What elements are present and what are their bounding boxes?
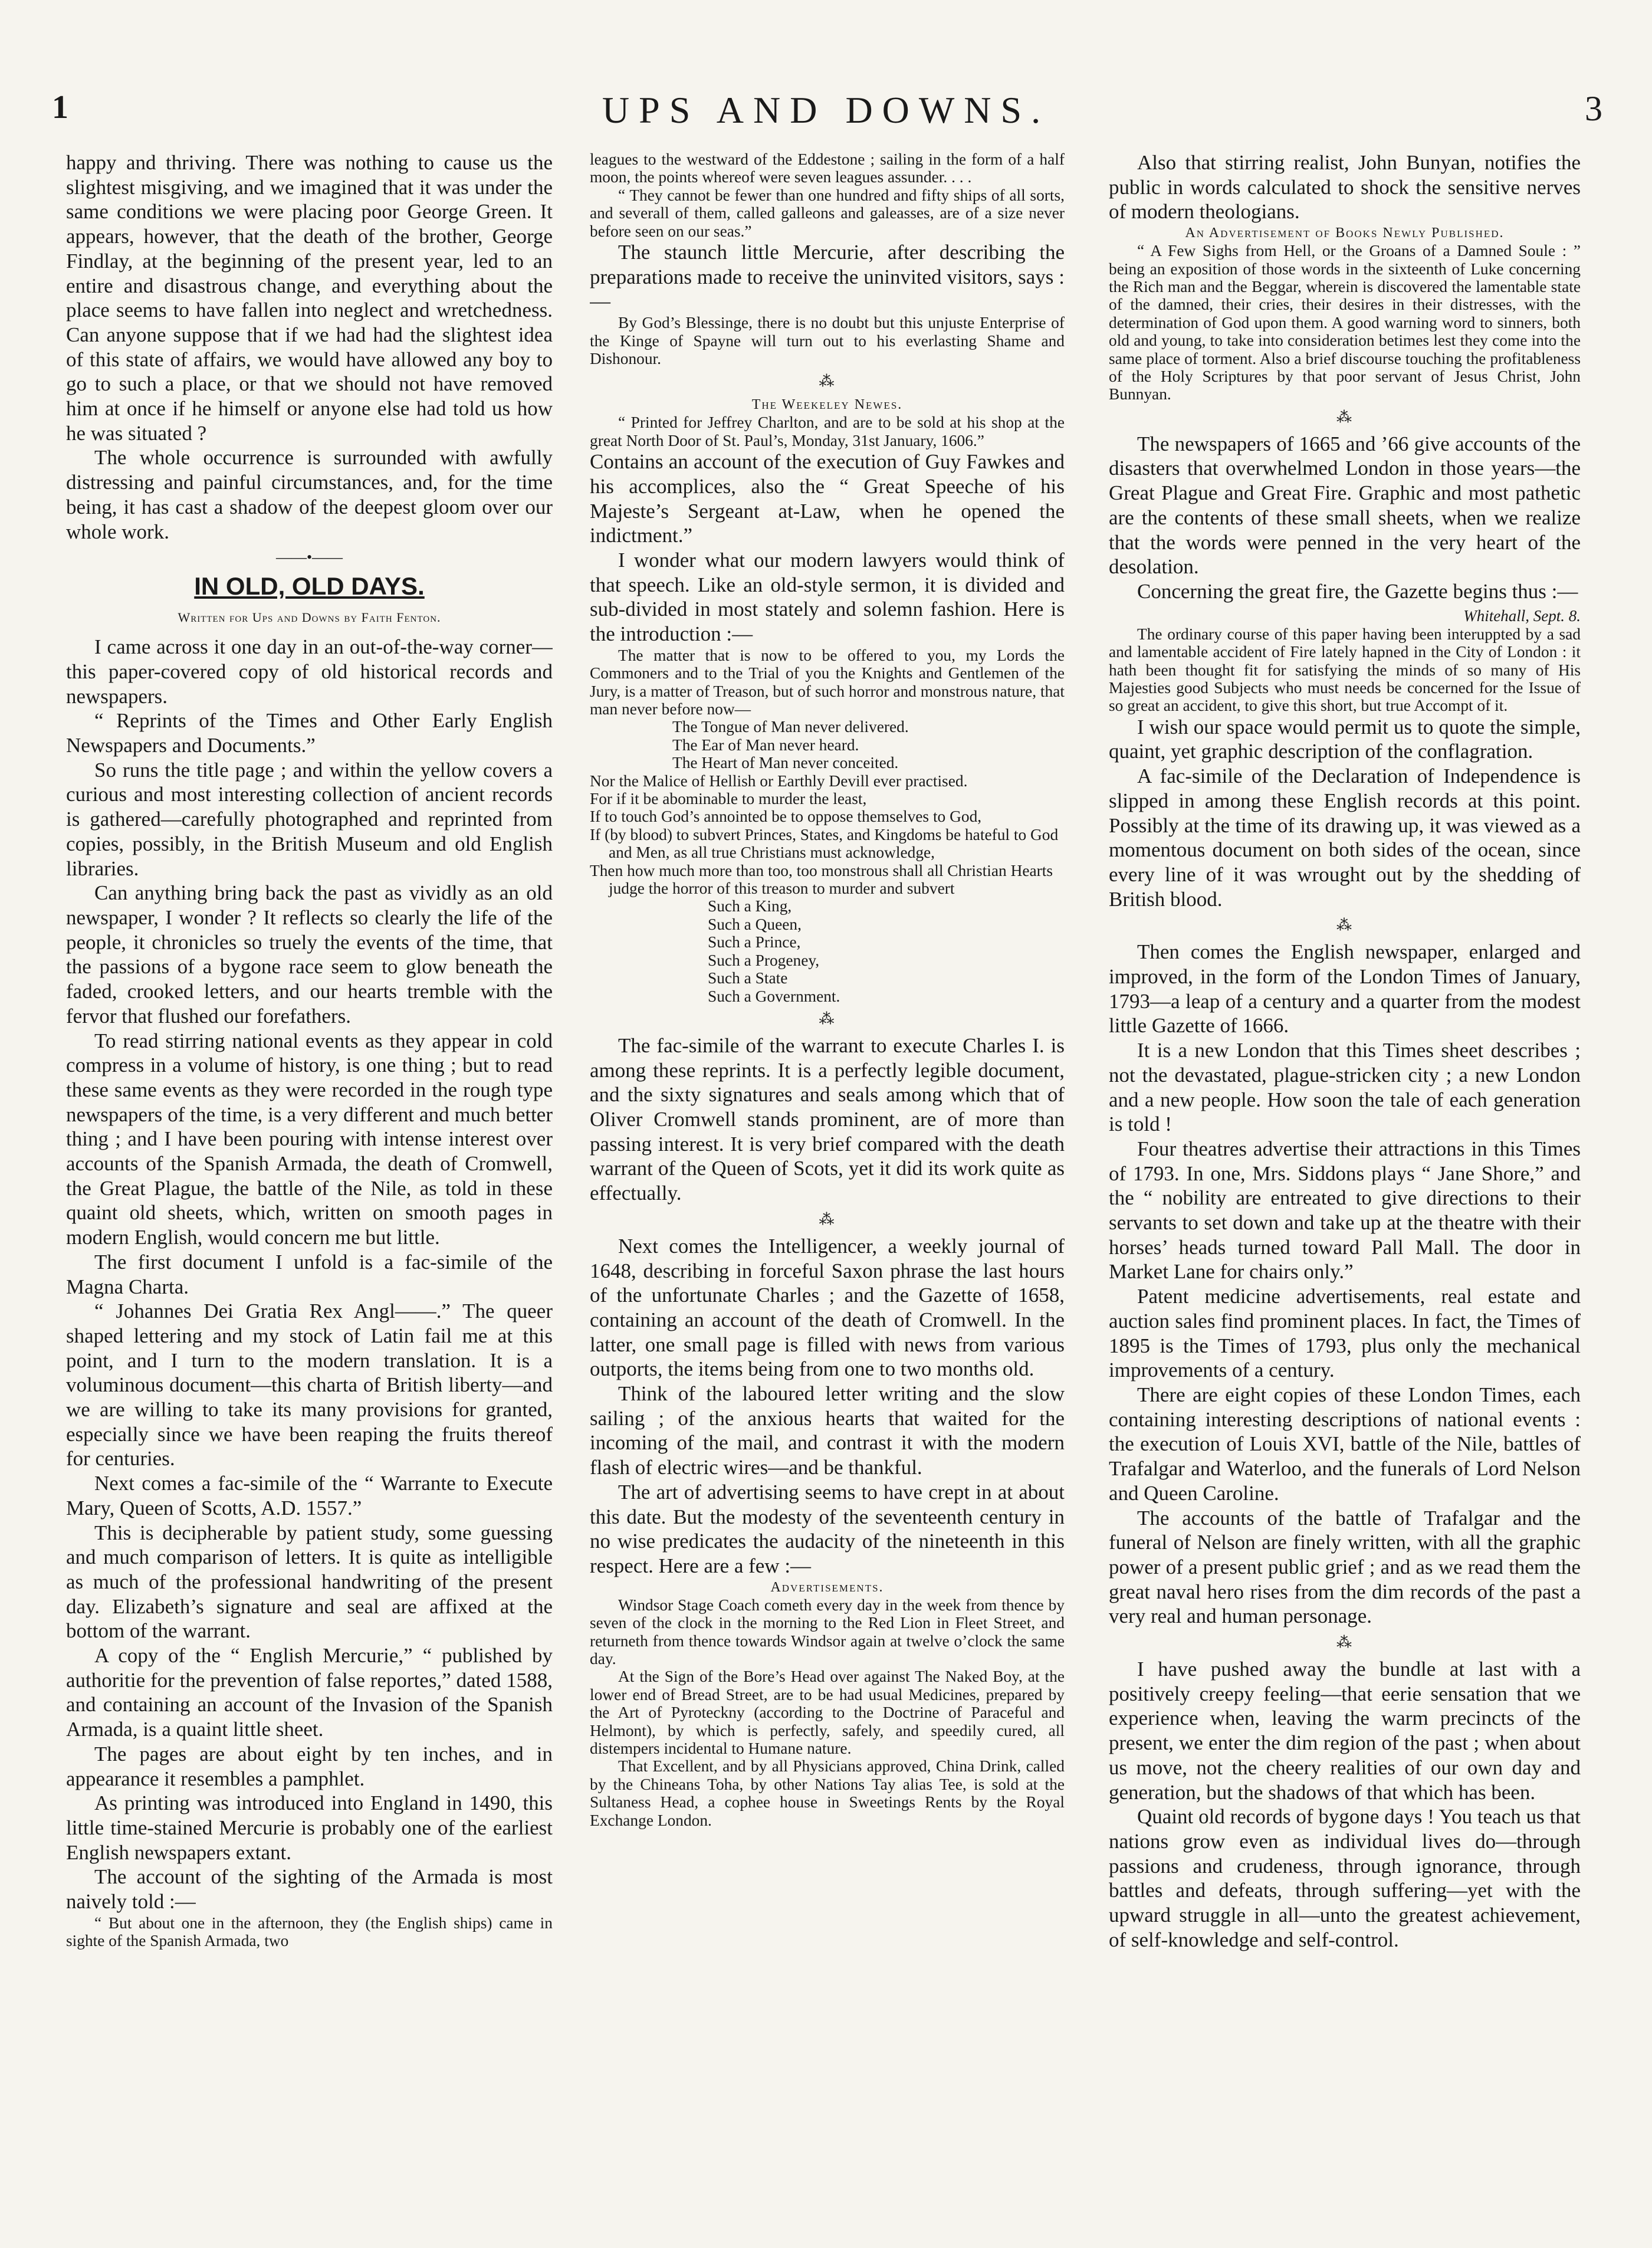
asterism: ⁂ xyxy=(1336,917,1353,934)
paragraph: Next comes the Intelligencer, a weekly journal of 1648, describing in forceful Saxon phrase the last hours of the unfortunate Charles ; and the Gazette of 1658, containing an account of the death of Cromwell. In the latter, one small page is filled with news from various outports, the items being from one to two months old. xyxy=(590,1234,1065,1381)
paragraph: A fac-simile of the Declaration of Independence is slipped in among these English records at this point. Possibly at the time of its drawing up, it was viewed as a momentous document on both sides of the ocean, since every line of it was wrought out by the shedding of British blood. xyxy=(1109,764,1581,911)
paragraph: Then comes the English newspaper, enlarged and improved, in the form of the London Times of January, 1793—a leap of a century and a quarter from the modest little Gazette of 1666. xyxy=(1109,940,1581,1038)
page-number: 3 xyxy=(1585,89,1602,128)
list-item: The Ear of Man never heard. xyxy=(672,736,859,754)
paragraph: I have pushed away the bundle at last with a positively creepy feeling—that eerie sensation that we experience when, leaving the warm precincts of the present, we enter the dim region of the past ; when about us move, not the cheery realities of our own day and generation, but the shadows of that which has been. xyxy=(1109,1658,1581,1804)
paragraph: The account of the sighting of the Armada is most naively told :— xyxy=(66,1865,553,1914)
quotation: “ But about one in the afternoon, they (the English ships) came in sighte of the Spanish Armada, two xyxy=(66,1914,553,1950)
subheading: An Advertisement of Books Newly Published. xyxy=(1185,225,1505,241)
paragraph: To read stirring national events as they appear in cold compress in a volume of history, is one thing ; but to read these same events as they were recorded in the rough type newspapers of the time, is a very different and much better thing ; and I have been pouring with intense interest over accounts of the Spanish Armada, the death of Cromwell, the Great Plague, the battle of the Nile, as told in these quaint old sheets, which, written on smooth pages in modern English, would concern me but little. xyxy=(66,1029,553,1249)
paragraph: The fac-simile of the warrant to execute Charles I. is among these reprints. It is a perfectly legible document, and the sixty signatures and seals among which that of Oliver Cromwell stands prominent, are of more than passing interest. It is very brief compared with the death warrant of the Queen of Scots, yet it did its work quite as effectually. xyxy=(590,1033,1065,1205)
publication-title: UPS AND DOWNS. xyxy=(602,89,1050,131)
advertisement: At the Sign of the Bore’s Head over against The Naked Boy, at the lower end of Bread Street, are to be had usual Medicines, prepared by the Art of Pyroteckny (according to the Doctrine of Paraceful and Helmont), by which is perfectly, safely, and speedily cured, all distempers incidental to Humane nature. xyxy=(590,1668,1065,1757)
paragraph: “ Johannes Dei Gratia Rex Angl——.” The queer shaped lettering and my stock of Latin fail me at this point, and I turn to the modern translation. It is a voluminous document—this charta of British liberty—and we are willing to take its many provisions for granted, especially since we have been reaping the fruits thereof for centuries. xyxy=(66,1299,553,1471)
list-item: Nor the Malice of Hellish or Earthly Devill ever practised. xyxy=(590,772,968,790)
asterism: ⁂ xyxy=(819,1210,836,1228)
paragraph: I wish our space would permit us to quote the simple, quaint, yet graphic description of the conflagration. xyxy=(1109,715,1581,763)
paragraph: The pages are about eight by ten inches, and in appearance it resembles a pamphlet. xyxy=(66,1742,553,1790)
list-item: Such a State xyxy=(708,969,788,987)
paragraph: happy and thriving. There was nothing to cause us the slightest misgiving, and we imagined that it was under the same conditions we were placing poor George Green. It appears, however, that the death of the brother, George Findlay, at the beginning of the present year, led to an entire and disastrous change, and everything about the place seems to have fallen into neglect and wretchedness. Can anyone suppose that if we had had the slightest idea of this state of affairs, we would have allowed any boy to go to such a place, or that we should not have removed him at once if he himself or anyone else had told us how he was situated ? xyxy=(66,151,553,445)
paragraph: This is decipherable by patient study, some guessing and much comparison of letters. It is quite as intelligible as much of the professional handwriting of the present day. Elizabeth’s signature and seal are affixed at the bottom of the warrant. xyxy=(66,1521,553,1643)
advertisement: That Excellent, and by all Physicians approved, China Drink, called by the Chineans Toha, by other Nations Tay alias Tee, is sold at the Sultaness Head, a cophee house in Sweetings Rents by the Royal Exchange London. xyxy=(590,1757,1065,1829)
header-mark: 1 xyxy=(52,89,68,126)
paragraph: I wonder what our modern lawyers would think of that speech. Like an old-style sermon, it is divided and sub-divided in most stately and solemn fashion. Here is the introduction :— xyxy=(590,548,1065,646)
paragraph: Next comes a fac-simile of the “ Warrante to Execute Mary, Queen of Scotts, A.D. 1557.” xyxy=(66,1472,553,1520)
paragraph: Can anything bring back the past as vividly as an old newspaper, I wonder ? It reflects so clearly the life of the people, it chronicles so truely the events of the time, that the passions of a bygone race seem to glow beneath the faded, crooked letters, and our hearts tremble with the fervor that flushed our forefathers. xyxy=(66,881,553,1028)
paragraph: “ Reprints of the Times and Other Early English Newspapers and Documents.” xyxy=(66,709,553,757)
byline: Written for Ups and Downs by Faith Fenton. xyxy=(178,610,441,625)
list-item: Such a King, xyxy=(708,897,792,915)
paragraph: There are eight copies of these London Times, each containing interesting descriptions of national events : the execution of Louis XVI, battle of the Nile, battles of Trafalgar and Waterloo, and the funerals of Lord Nelson and Queen Caroline. xyxy=(1109,1383,1581,1505)
paragraph: Patent medicine advertisements, real estate and auction sales find prominent places. In fact, the Times of 1895 is the Times of 1793, plus only the mechanical improvements of a century. xyxy=(1109,1285,1581,1382)
paragraph: As printing was introduced into England in 1490, this little time-stained Mercurie is probably one of the earliest English newspapers extant. xyxy=(66,1791,553,1864)
subheading: Advertisements. xyxy=(770,1579,884,1595)
paragraph: Four theatres advertise their attractions in this Times of 1793. In one, Mrs. Siddons plays “ Jane Shore,” and the “ nobility are entreated to give directions to their servants to set down and take up at the theatre with their horses’ heads turned toward Pall Mall. The door in Market Lane for chairs only.” xyxy=(1109,1137,1581,1284)
section-title: IN OLD, OLD DAYS. xyxy=(194,572,425,600)
list-item: Then how much more than too, too monstrous shall all Christian Hearts judge the horror of this treason to murder and subvert xyxy=(590,861,1053,898)
paragraph: I came across it one day in an out-of-the-way corner—this paper-covered copy of old historical records and newspapers. xyxy=(66,635,553,708)
quotation: leagues to the westward of the Eddestone ; sailing in the form of a half moon, the points whereof were seven leagues assunder. . . . xyxy=(590,150,1065,186)
quotation: The ordinary course of this paper having been interuppted by a sad and lamentable accident of Fire lately hapned in the City of London : it hath been thought fit for satisfying the minds of so many of His Majesties good Subjects who must needs be concerned for the Issue of so great an accident, to give this short, but true Accompt of it. xyxy=(1109,625,1581,715)
paragraph: The first document I unfold is a fac-simile of the Magna Charta. xyxy=(66,1250,553,1298)
list-item: Such a Prince, xyxy=(708,933,801,951)
paragraph: The whole occurrence is surrounded with awfully distressing and painful circumstances, and, for the time being, it has cast a shadow of the deepest gloom over our whole work. xyxy=(66,446,553,543)
paragraph: Concerning the great fire, the Gazette begins thus :— xyxy=(1137,579,1578,603)
separator: ——•—— xyxy=(275,549,343,566)
paragraph: Also that stirring realist, John Bunyan, notifies the public in words calculated to shock the sensitive nerves of modern theologians. xyxy=(1109,151,1581,224)
list-item: Such a Progeney, xyxy=(708,951,820,969)
asterism: ⁂ xyxy=(819,373,836,390)
list-item: Such a Government. xyxy=(708,987,840,1005)
paragraph: The art of advertising seems to have crept in at about this date. But the modesty of the seventeenth century in no wise predicates the audacity of the nineteenth in this respect. Here are a few :— xyxy=(590,1480,1065,1577)
paragraph: So runs the title page ; and within the yellow covers a curious and most interesting collection of ancient records is gathered—carefully photographed and reprinted from copies, possibly, in the British Museum and old English libraries. xyxy=(66,758,553,880)
list-item: For if it be abominable to murder the least, xyxy=(590,790,867,808)
paragraph: Contains an account of the execution of Guy Fawkes and his accomplices, also the “ Great Speeche of his Majeste’s Sergeant at-Law, when he opened the indictment.” xyxy=(590,450,1065,547)
paragraph: Think of the laboured letter writing and the slow sailing ; of the anxious hearts that waited for the incoming of the mail, and contrast it with the modern flash of electric wires—and be thankful. xyxy=(590,1382,1065,1479)
subheading: The Weekeley Newes. xyxy=(751,397,903,413)
paragraph: Quaint old records of bygone days ! You teach us that nations grow even as individual lives do—through passions and crudeness, through ignorance, through battles and defeats, through suffering—yet with the upward struggle in all—unto the greatest achievement, of self-knowledge and self-control. xyxy=(1109,1805,1581,1951)
list-item: If to touch God’s annointed be to oppose themselves to God, xyxy=(590,808,982,826)
list-item: If (by blood) to subvert Princes, States, and Kingdoms be hateful to God and Men, as all true Christians must acknowledge, xyxy=(590,825,1059,862)
advertisement: Windsor Stage Coach cometh every day in the week from thence by seven of the clock in the morning to the Red Lion in Fleet Street, and returneth from thence towards Windsor again at twelve o’clock the same day. xyxy=(590,1596,1065,1668)
list-item: Such a Queen, xyxy=(708,915,802,933)
asterism: ⁂ xyxy=(1336,1634,1353,1652)
quotation: “ They cannot be fewer than one hundred and fifty ships of all sorts, and severall of them, called galleons and galeasses, are of a size never before seen on our seas.” xyxy=(590,186,1065,240)
paragraph: A copy of the “ English Mercurie,” “ published by authoritie for the prevention of false reportes,” dated 1588, and containing an account of the Invasion of the Spanish Armada, is a quaint little sheet. xyxy=(66,1644,553,1741)
paragraph: It is a new London that this Times sheet describes ; not the devastated, plague-stricken city ; a new London and a new people. How soon the tale of each generation is told ! xyxy=(1109,1039,1581,1136)
dateline: Whitehall, Sept. 8. xyxy=(1463,606,1581,625)
indictment-list xyxy=(590,718,1065,1005)
list-item: The Heart of Man never conceited. xyxy=(672,754,899,772)
paragraph: The staunch little Mercurie, after describing the preparations made to receive the uninvited visitors, says :— xyxy=(590,241,1065,313)
quotation: The matter that is now to be offered to you, my Lords the Commoners and to the Trial of you the Knights and Gentlemen of the Jury, is a matter of Treason, but of such horror and monstrous nature, that man never before now— xyxy=(590,646,1065,718)
column-2 xyxy=(590,150,1065,2201)
quotation: “ A Few Sighs from Hell, or the Groans of a Damned Soule : ” being an exposition of those words in the sixteenth of Luke concerning the Rich man and the Beggar, wherein is discovered the lamentable state of the damned, their cries, their desires in their distresses, with the determination of God upon them. A good warning word to sinners, both old and young, to take into consideration betimes lest they come into the same place of torment. Also a brief discourse touching the profitableness of the Holy Scriptures by that poor servant of Jesus Christ, John Bunnyan. xyxy=(1109,242,1581,403)
paragraph: The newspapers of 1665 and ’66 give accounts of the disasters that overwhelmed London in those years—the Great Plague and Great Fire. Graphic and most pathetic are the contents of these small sheets, when we realize that the words were penned in the very heart of the desolation. xyxy=(1109,432,1581,579)
asterism: ⁂ xyxy=(819,1010,836,1028)
quotation: By God’s Blessinge, there is no doubt but this unjuste Enterprise of the Kinge of Spayne will turn out to his everlasting Shame and Dishonour. xyxy=(590,314,1065,367)
asterism: ⁂ xyxy=(1336,408,1353,426)
paragraph: The accounts of the battle of Trafalgar and the funeral of Nelson are finely written, with all the graphic power of a present public grief ; and as we read them the great naval hero rises from the dim records of the past a very real and human personage. xyxy=(1109,1506,1581,1628)
quotation: “ Printed for Jeffrey Charlton, and are to be sold at his shop at the great North Door of St. Paul’s, Monday, 31st January, 1606.” xyxy=(590,413,1065,449)
column-3 xyxy=(1109,150,1581,2201)
list-item: The Tongue of Man never delivered. xyxy=(672,718,909,736)
column-1 xyxy=(66,150,553,2201)
